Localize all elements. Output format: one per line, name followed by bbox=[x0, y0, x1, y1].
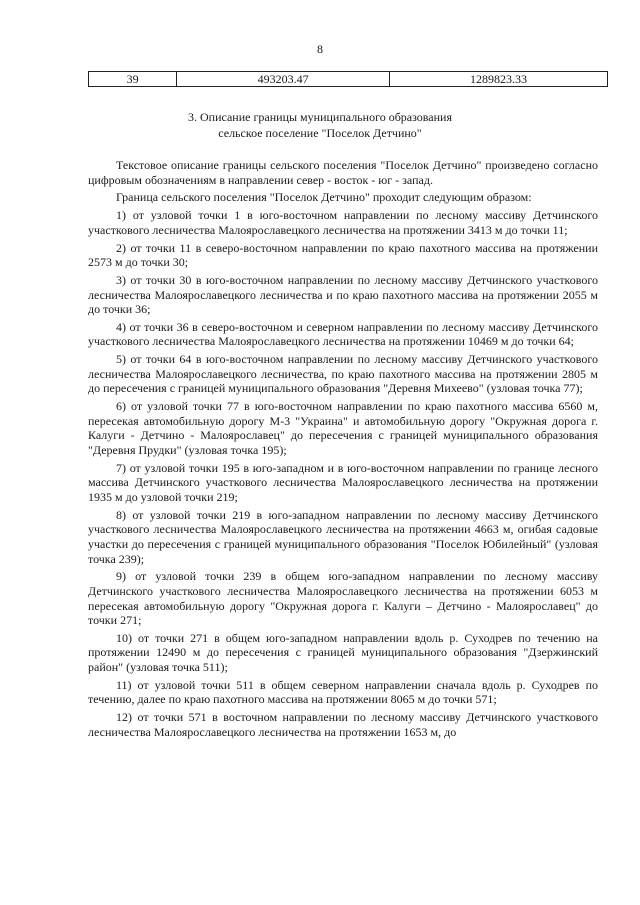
paragraph-item-3: 3) от точки 30 в юго-восточном направлении по лесному массиву Детчинского участкового лесничества Малоярославецкого лесничества и по краю пахотного массива на протяжении 2055 м до точки 36; bbox=[88, 272, 598, 317]
paragraph-item-6: 6) от узловой точки 77 в юго-восточном направлении по краю пахотного массива 6560 м, пересекая автомобильную дорогу М-3 "Украина" и автомобильную дорогу "Окружная дорога г. Калуги - Детчино - Малоярославец" до пересечения с границей муниципального образования "Деревня Прудки" (узловая точка 195); bbox=[88, 399, 598, 457]
page-number: 8 bbox=[317, 42, 323, 56]
paragraph-item-4: 4) от точки 36 в северо-восточном и северном направлении по лесному массиву Детчинского участкового лесничества Малоярославецкого лесничества на протяжении 10469 м до точки 64; bbox=[88, 319, 598, 349]
paragraph-item-10: 10) от точки 271 в общем юго-западном направлении вдоль р. Суходрев по течению на протяжении 12490 м до пересечения с границей муниципального образования "Дзержинский район" (узловая точка 511); bbox=[88, 630, 598, 675]
section-title bbox=[0, 109, 640, 141]
section-title-line-2: сельское поселение "Поселок Детчино" bbox=[218, 126, 422, 140]
paragraph-item-7: 7) от узловой точки 195 в юго-западном и в юго-восточном направлении по границе лесного массива Детчинского участкового лесничества Малоярославецкого лесничества на протяжении 1935 м до узловой точки 219; bbox=[88, 460, 598, 504]
paragraph-item-5: 5) от точки 64 в юго-восточном направлении по лесному массиву Детчинского участкового лесничества Малоярославецкого лесничества, по краю пахотного массива на протяжении 2805 м до пересечения с границей муниципального образования "Деревня Михеево" (узловая точка 77); bbox=[88, 352, 598, 396]
paragraph-item-9: 9) от узловой точки 239 в общем юго-западном направлении по лесному массиву Детчинского участкового лесничества Малоярославецкого лесничества на протяжении 6053 м пересекая автомобильную дорогу "Окружная дорога г. Калуги – Детчино - Малоярославец" до точки 271; bbox=[88, 569, 598, 628]
paragraph-item-1: 1) от узловой точки 1 в юго-восточном направлении по лесному массиву Детчинского участкового лесничества Малоярославецкого лесничества на протяжении 3413 м до точки 11; bbox=[88, 208, 598, 237]
body-text bbox=[88, 158, 598, 743]
point-number-cell: 39 bbox=[89, 72, 177, 87]
coordinates-table bbox=[88, 71, 608, 87]
paragraph-item-11: 11) от узловой точки 511 в общем северном направлении сначала вдоль р. Суходрев по течению, далее по краю пахотного массива на протяжении 8065 м до точки 571; bbox=[88, 677, 598, 707]
paragraph-item-12: 12) от точки 571 в восточном направлении по лесному массиву Детчинского участкового лесничества Малоярославецкого лесничества на протяжении 1653 м, до bbox=[88, 710, 598, 739]
table-row bbox=[89, 72, 608, 87]
section-title-line-1: 3. Описание границы муниципального образования bbox=[188, 110, 452, 124]
paragraph-item-8: 8) от узловой точки 219 в юго-западном направлении по лесному массиву Детчинского участкового лесничества Малоярославецкого лесничества на протяжении 4663 м, огибая садовые участки до пересечения с границей муниципального образования "Поселок Юбилейный" (узловая точка 239); bbox=[88, 507, 598, 566]
y-coordinate-cell: 1289823.33 bbox=[390, 72, 608, 87]
paragraph-boundary-lead: Граница сельского поселения "Поселок Детчино" проходит следующим образом: bbox=[116, 190, 532, 205]
x-coordinate-cell: 493203.47 bbox=[177, 72, 390, 87]
paragraph-item-2: 2) от точки 11 в северо-восточном направлении по краю пахотного массива на протяжении 2573 м до точки 30; bbox=[88, 240, 598, 270]
paragraph-intro: Текстовое описание границы сельского поселения "Поселок Детчино" произведено согласно цифровым обозначениям в направлении север - восток - юг - запад. bbox=[88, 158, 598, 187]
